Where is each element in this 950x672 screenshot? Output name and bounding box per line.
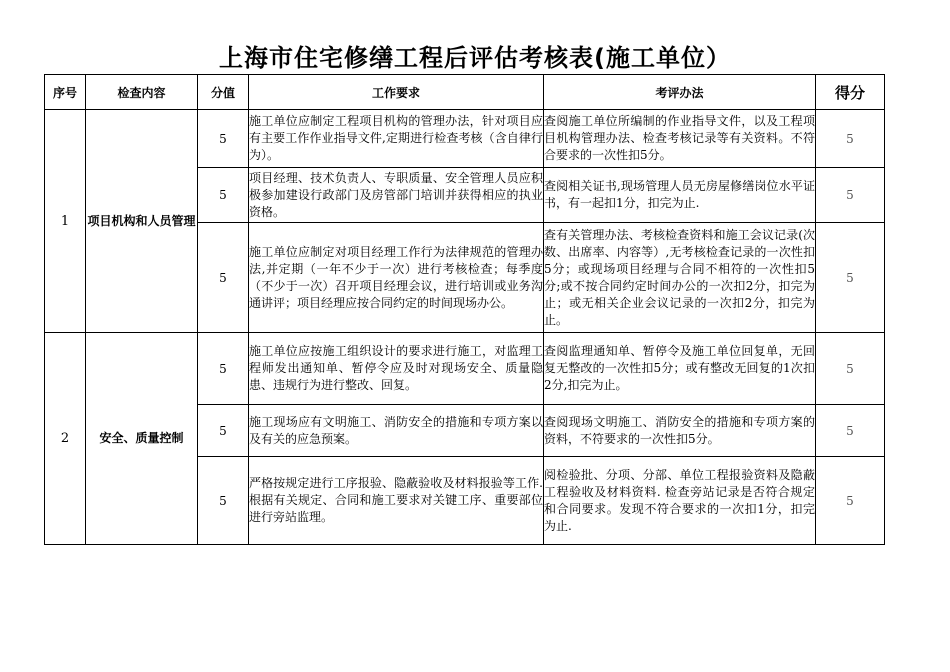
header-method: 考评办法: [544, 75, 816, 110]
group-number: 1: [45, 110, 86, 333]
row-score: 5: [816, 405, 885, 457]
header-content: 检查内容: [86, 75, 198, 110]
group-number: 2: [45, 333, 86, 545]
row-score: 5: [816, 110, 885, 168]
row-method: 阅检验批、分项、分部、单位工程报验资料及隐蔽工程验收及材料资料. 检查旁站记录是否符合规定和合同要求。发现不符合要求的一次扣1分，扣完为止.: [544, 457, 816, 545]
row-points: 5: [198, 457, 249, 545]
page-title: 上海市住宅修缮工程后评估考核表(施工单位）: [219, 44, 731, 72]
row-method: 查阅监理通知单、暂停令及施工单位回复单，无回复无整改的一次性扣5分；或有整改无回复的1次扣2分,扣完为止。: [544, 333, 816, 405]
row-requirement: 施工单位应按施工组织设计的要求进行施工，对监理工程师发出通知单、暂停令应及时对现场安全、质量隐患、违规行为进行整改、回复。: [249, 333, 544, 405]
table-row: [45, 110, 885, 168]
row-points: 5: [198, 110, 249, 168]
row-points: 5: [198, 405, 249, 457]
row-method: 查阅相关证书,现场管理人员无房屋修缮岗位水平证书，有一起扣1分，扣完为止.: [544, 168, 816, 223]
header-row: [45, 75, 885, 110]
header-no: 序号: [45, 75, 86, 110]
group-content: 项目机构和人员管理: [86, 110, 198, 333]
row-score: 5: [816, 168, 885, 223]
row-requirement: 施工单位应制定对项目经理工作行为法律规范的管理办法,并定期（一年不少于一次）进行考核检查；每季度（不少于一次）召开项目经理会议，进行培训或业务沟通讲评；项目经理应按合同约定的时间现场办公。: [249, 223, 544, 333]
row-requirement: 严格按规定进行工序报验、隐蔽验收及材料报验等工作. 根据有关规定、合同和施工要求对关键工序、重要部位进行旁站监理。: [249, 457, 544, 545]
row-points: 5: [198, 168, 249, 223]
row-score: 5: [816, 457, 885, 545]
row-requirement: 施工现场应有文明施工、消防安全的措施和专项方案以及有关的应急预案。: [249, 405, 544, 457]
table-row: [45, 333, 885, 405]
group-content: 安全、质量控制: [86, 333, 198, 545]
row-requirement: 项目经理、技术负责人、专职质量、安全管理人员应积极参加建设行政部门及房管部门培训并获得相应的执业资格。: [249, 168, 544, 223]
row-score: 5: [816, 333, 885, 405]
row-score: 5: [816, 223, 885, 333]
row-points: 5: [198, 333, 249, 405]
row-method: 查有关管理办法、考核检查资料和施工会议记录(次数、出席率、内容等）,无考核检查记录的一次性扣5分；或现场项目经理与合同不相符的一次性扣5分;或不按合同约定时间办公的一次扣2分，扣完为止；或无相关企业会议记录的一次扣2分，扣完为止。: [544, 223, 816, 333]
row-points: 5: [198, 223, 249, 333]
evaluation-table: [44, 74, 885, 545]
row-method: 查阅现场文明施工、消防安全的措施和专项方案的资料，不符要求的一次性扣5分。: [544, 405, 816, 457]
row-requirement: 施工单位应制定工程项目机构的管理办法，针对项目应有主要工作作业指导文件,定期进行检查考核（含自律行为）。: [249, 110, 544, 168]
header-score: 得分: [816, 75, 885, 110]
row-method: 查阅施工单位所编制的作业指导文件，以及工程项目机构管理办法、检查考核记录等有关资料。不符合要求的一次性扣5分。: [544, 110, 816, 168]
header-requirement: 工作要求: [249, 75, 544, 110]
header-points: 分值: [198, 75, 249, 110]
